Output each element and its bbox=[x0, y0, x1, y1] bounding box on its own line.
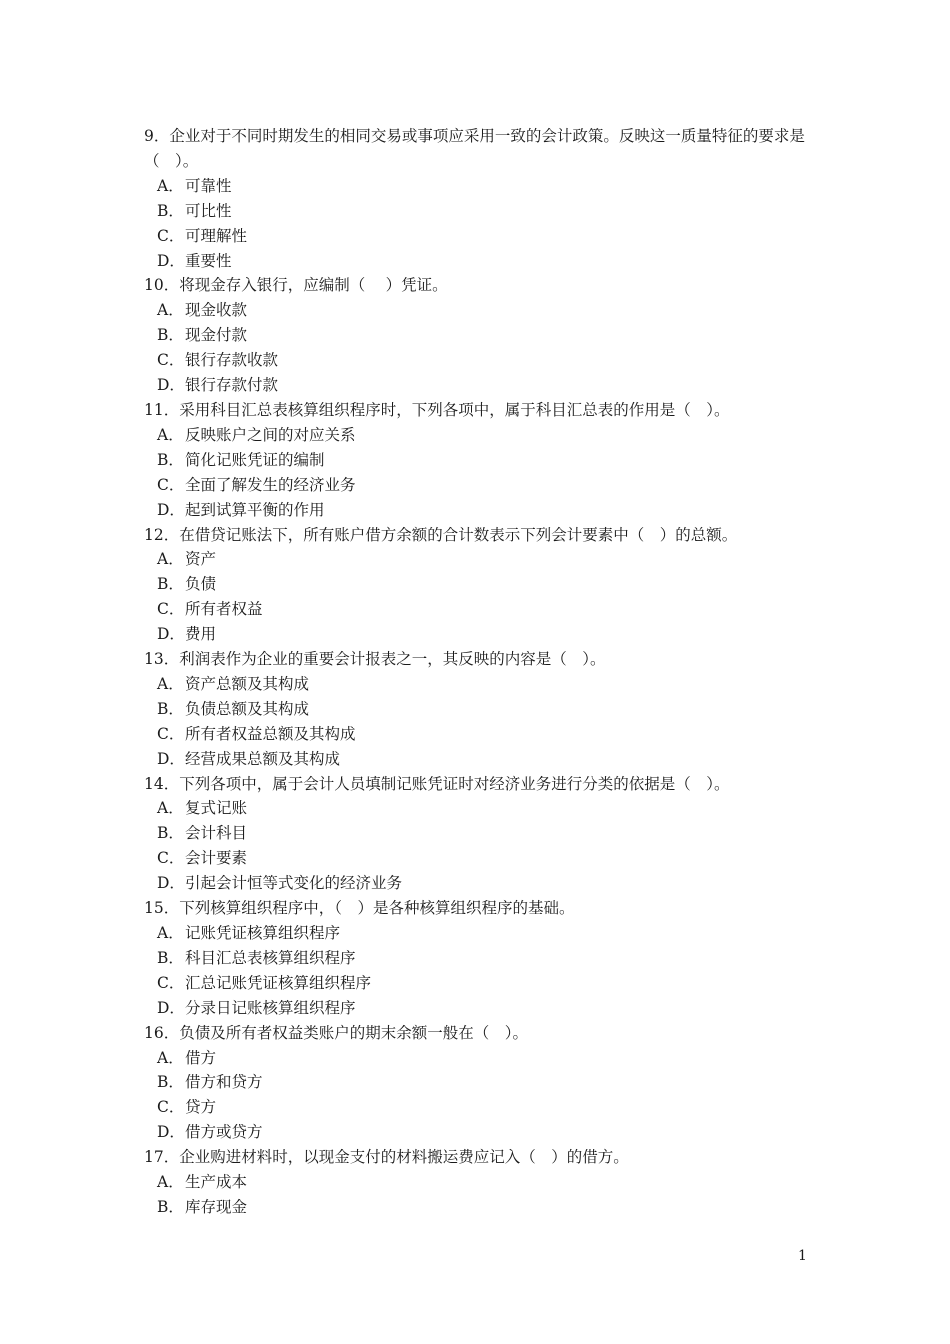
option-letter: A． bbox=[157, 799, 184, 818]
option-letter: C． bbox=[157, 600, 185, 619]
option-d bbox=[144, 871, 812, 896]
option-d bbox=[144, 249, 812, 274]
question-stem: 12．在借贷记账法下，所有账户借方余额的合计数表示下列会计要素中（ ）的总额。 bbox=[144, 525, 738, 544]
option-a bbox=[144, 921, 812, 946]
option-letter: A． bbox=[157, 301, 184, 320]
option-text: 全面了解发生的经济业务 bbox=[185, 475, 356, 494]
option-text: 负债 bbox=[185, 575, 217, 594]
option-letter: C． bbox=[157, 973, 185, 992]
option-letter: C． bbox=[157, 351, 185, 370]
option-letter: B． bbox=[157, 575, 184, 594]
question-11 bbox=[144, 398, 812, 523]
option-text: 借方或贷方 bbox=[185, 1123, 263, 1142]
option-letter: D． bbox=[157, 376, 185, 395]
option-text: 现金收款 bbox=[185, 301, 248, 320]
option-b bbox=[144, 572, 812, 597]
option-text: 资产 bbox=[185, 550, 217, 569]
option-b bbox=[144, 323, 812, 348]
option-c bbox=[144, 473, 812, 498]
question-14 bbox=[144, 772, 812, 897]
option-text: 记账凭证核算组织程序 bbox=[185, 924, 341, 942]
option-text: 反映账户之间的对应关系 bbox=[185, 425, 356, 444]
page-number: 1 bbox=[798, 1248, 807, 1264]
option-text: 库存现金 bbox=[185, 1197, 248, 1216]
option-b bbox=[144, 697, 812, 722]
option-text: 银行存款收款 bbox=[185, 351, 279, 370]
option-text: 汇总记账凭证核算组织程序 bbox=[185, 973, 372, 992]
option-a bbox=[144, 796, 812, 821]
option-text: 借方 bbox=[185, 1048, 217, 1067]
option-letter: B． bbox=[157, 1073, 184, 1092]
option-b bbox=[144, 1070, 812, 1095]
option-b bbox=[144, 821, 812, 846]
option-letter: A． bbox=[157, 425, 184, 444]
option-letter: D． bbox=[157, 874, 185, 893]
question-15 bbox=[144, 896, 812, 1021]
option-text: 科目汇总表核算组织程序 bbox=[185, 948, 356, 967]
option-c bbox=[144, 971, 812, 996]
option-text: 会计要素 bbox=[185, 849, 248, 868]
option-b bbox=[144, 946, 812, 971]
question-17 bbox=[144, 1145, 812, 1220]
option-d bbox=[144, 747, 812, 772]
option-d bbox=[144, 498, 812, 523]
option-text: 复式记账 bbox=[185, 799, 248, 818]
option-text: 起到试算平衡的作用 bbox=[185, 500, 325, 519]
option-d bbox=[144, 373, 812, 398]
question-9 bbox=[144, 124, 812, 273]
option-letter: A． bbox=[157, 1048, 184, 1067]
question-16 bbox=[144, 1021, 812, 1146]
option-text: 借方和贷方 bbox=[185, 1073, 263, 1092]
option-c bbox=[144, 1095, 812, 1120]
option-text: 简化记账凭证的编制 bbox=[185, 450, 325, 469]
option-text: 所有者权益总额及其构成 bbox=[185, 724, 356, 743]
option-text: 可靠性 bbox=[185, 176, 232, 195]
option-text: 负债总额及其构成 bbox=[185, 699, 310, 718]
option-letter: D． bbox=[157, 500, 185, 519]
option-a bbox=[144, 672, 812, 697]
question-stem: 13．利润表作为企业的重要会计报表之一，其反映的内容是（ ）。 bbox=[144, 650, 606, 669]
option-text: 可比性 bbox=[185, 201, 232, 220]
option-c bbox=[144, 224, 812, 249]
option-a bbox=[144, 174, 812, 199]
option-letter: C． bbox=[157, 724, 185, 743]
option-c bbox=[144, 348, 812, 373]
option-letter: B． bbox=[157, 326, 184, 345]
option-c bbox=[144, 722, 812, 747]
option-c bbox=[144, 597, 812, 622]
option-letter: A． bbox=[157, 550, 184, 569]
option-text: 经营成果总额及其构成 bbox=[185, 749, 341, 768]
option-a bbox=[144, 547, 812, 572]
option-letter: A． bbox=[157, 674, 184, 693]
option-letter: B． bbox=[157, 1197, 184, 1216]
option-a bbox=[144, 298, 812, 323]
option-letter: A． bbox=[157, 924, 184, 942]
question-12 bbox=[144, 523, 812, 648]
option-text: 会计科目 bbox=[185, 824, 248, 843]
option-letter: C． bbox=[157, 849, 185, 868]
option-text: 费用 bbox=[185, 625, 217, 644]
option-letter: B． bbox=[157, 824, 184, 843]
question-stem: 16．负债及所有者权益类账户的期末余额一般在（ ）。 bbox=[144, 1023, 528, 1042]
option-letter: B． bbox=[157, 450, 184, 469]
question-10 bbox=[144, 273, 812, 398]
question-stem: 15．下列核算组织程序中，（ ）是各种核算组织程序的基础。 bbox=[144, 899, 575, 918]
option-letter: D． bbox=[157, 749, 185, 768]
option-d bbox=[144, 622, 812, 647]
option-b bbox=[144, 199, 812, 224]
option-c bbox=[144, 846, 812, 871]
option-a bbox=[144, 1046, 812, 1071]
option-d bbox=[144, 996, 812, 1021]
option-letter: A． bbox=[157, 176, 184, 195]
option-letter: D． bbox=[157, 625, 185, 644]
option-text: 重要性 bbox=[185, 251, 232, 270]
option-text: 所有者权益 bbox=[185, 600, 263, 619]
question-stem: 11．采用科目汇总表核算组织程序时，下列各项中，属于科目汇总表的作用是（ ）。 bbox=[144, 400, 730, 419]
option-text: 分录日记账核算组织程序 bbox=[185, 998, 356, 1017]
option-letter: D． bbox=[157, 251, 185, 270]
option-letter: C． bbox=[157, 226, 185, 245]
option-letter: C． bbox=[157, 475, 185, 494]
option-letter: C． bbox=[157, 1098, 185, 1117]
option-b bbox=[144, 1195, 812, 1220]
option-letter: A． bbox=[157, 1173, 184, 1192]
option-d bbox=[144, 1120, 812, 1145]
question-stem: 17．企业购进材料时，以现金支付的材料搬运费应记入（ ）的借方。 bbox=[144, 1148, 629, 1167]
option-letter: B． bbox=[157, 948, 184, 967]
option-text: 贷方 bbox=[185, 1098, 217, 1117]
option-letter: B． bbox=[157, 201, 184, 220]
question-list bbox=[144, 124, 812, 1220]
option-a bbox=[144, 423, 812, 448]
option-text: 现金付款 bbox=[185, 326, 248, 345]
option-letter: D． bbox=[157, 1123, 185, 1142]
question-stem: 9．企业对于不同时期发生的相同交易或事项应采用一致的会计政策。反映这一质量特征的要求是（ ）。 bbox=[144, 127, 805, 170]
option-a bbox=[144, 1170, 812, 1195]
question-13 bbox=[144, 647, 812, 772]
option-b bbox=[144, 448, 812, 473]
question-stem: 10．将现金存入银行，应编制（ ）凭证。 bbox=[144, 276, 448, 295]
option-text: 引起会计恒等式变化的经济业务 bbox=[185, 874, 403, 893]
question-stem: 14．下列各项中，属于会计人员填制记账凭证时对经济业务进行分类的依据是（ ）。 bbox=[144, 774, 730, 793]
option-text: 生产成本 bbox=[185, 1173, 248, 1192]
option-letter: D． bbox=[157, 998, 185, 1017]
option-text: 可理解性 bbox=[185, 226, 248, 245]
option-text: 银行存款付款 bbox=[185, 376, 279, 395]
option-text: 资产总额及其构成 bbox=[185, 674, 310, 693]
option-letter: B． bbox=[157, 699, 184, 718]
